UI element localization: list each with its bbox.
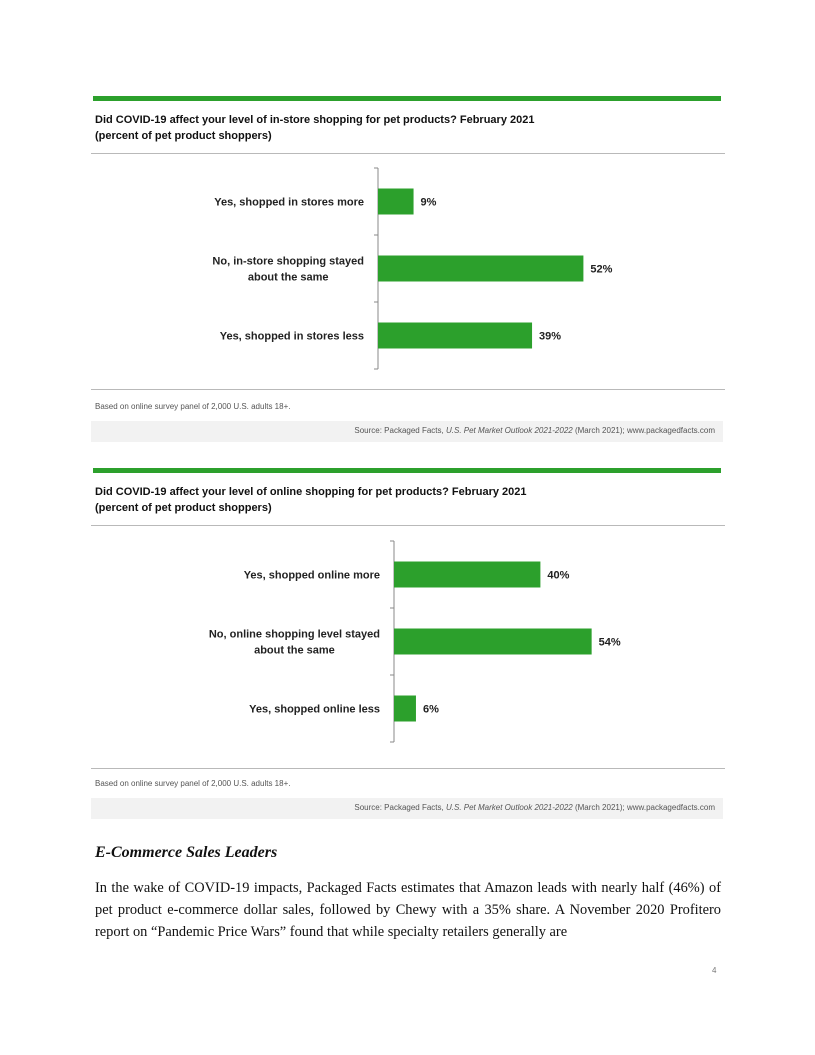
chart-1-plot <box>93 166 725 376</box>
chart-2-source <box>354 803 715 812</box>
chart-2-plot <box>93 539 725 749</box>
chart-2-source-prefix: Source: Packaged Facts, <box>354 803 446 812</box>
data-label-1: 40% <box>547 569 570 582</box>
section-heading: E-Commerce Sales Leaders <box>95 844 278 861</box>
bar-1 <box>394 562 540 588</box>
bar-2 <box>394 629 592 655</box>
chart-1-title-divider <box>91 153 725 154</box>
chart-1-source <box>354 426 715 435</box>
category-label-2: about the same <box>247 271 329 284</box>
data-label-3: 39% <box>539 330 562 343</box>
chart-1-bottom-divider <box>91 389 725 390</box>
chart-1-source-bar <box>91 421 723 442</box>
chart-1-source-title: U.S. Pet Market Outlook 2021-2022 <box>445 426 573 435</box>
chart-2 <box>93 468 725 820</box>
chart-1-source-suffix: (March 2021); www.packagedfacts.com <box>572 426 715 435</box>
category-label-2: No, online shopping level stayed <box>208 628 380 641</box>
chart-2-title-divider <box>91 525 725 526</box>
bar-1 <box>378 189 414 215</box>
category-label-1: Yes, shopped in stores more <box>214 196 364 209</box>
chart-2-bottom-divider <box>91 768 725 769</box>
bar-2 <box>378 256 583 282</box>
bar-3 <box>378 323 532 349</box>
data-label-1: 9% <box>420 196 437 209</box>
category-label-2: No, in-store shopping stayed <box>212 255 364 268</box>
chart-2-title-line1: Did COVID-19 affect your level of online shopping for pet products? February 2021 <box>95 486 527 498</box>
chart-1-title-line1: Did COVID-19 affect your level of in-store shopping for pet products? February 2021 <box>95 114 535 126</box>
data-label-3: 6% <box>422 703 439 716</box>
chart-1-title <box>95 112 534 144</box>
bar-3 <box>394 696 416 722</box>
chart-2-top-rule <box>93 468 721 473</box>
category-label-2: about the same <box>254 644 335 657</box>
body-paragraph: In the wake of COVID-19 impacts, Packaged Facts estimates that Amazon leads with nearly half (46%) of pet product e-commerce dollar sales, followed by Chewy with a 35% share. A November 2020 Profitero report on “Pandemic Price Wars” found that while specialty retailers generally are <box>95 880 721 940</box>
chart-2-source-bar <box>91 798 723 819</box>
category-label-3: Yes, shopped in stores less <box>219 330 364 343</box>
chart-1-top-rule <box>93 96 721 101</box>
chart-1 <box>93 96 725 443</box>
chart-2-source-title: U.S. Pet Market Outlook 2021-2022 <box>445 803 573 812</box>
chart-2-source-suffix: (March 2021); www.packagedfacts.com <box>572 803 715 812</box>
data-label-2: 52% <box>590 263 613 276</box>
chart-1-source-prefix: Source: Packaged Facts, <box>354 426 446 435</box>
chart-1-footnote: Based on online survey panel of 2,000 U.S. adults 18+. <box>95 402 291 411</box>
chart-2-footnote: Based on online survey panel of 2,000 U.S. adults 18+. <box>95 779 291 788</box>
data-label-2: 54% <box>598 636 621 649</box>
category-label-1: Yes, shopped online more <box>243 569 380 582</box>
page-number: 4 <box>712 966 717 975</box>
category-label-3: Yes, shopped online less <box>249 703 380 716</box>
chart-2-subtitle: (percent of pet product shoppers) <box>95 502 272 514</box>
chart-2-title <box>95 484 527 516</box>
chart-1-subtitle: (percent of pet product shoppers) <box>95 130 272 142</box>
